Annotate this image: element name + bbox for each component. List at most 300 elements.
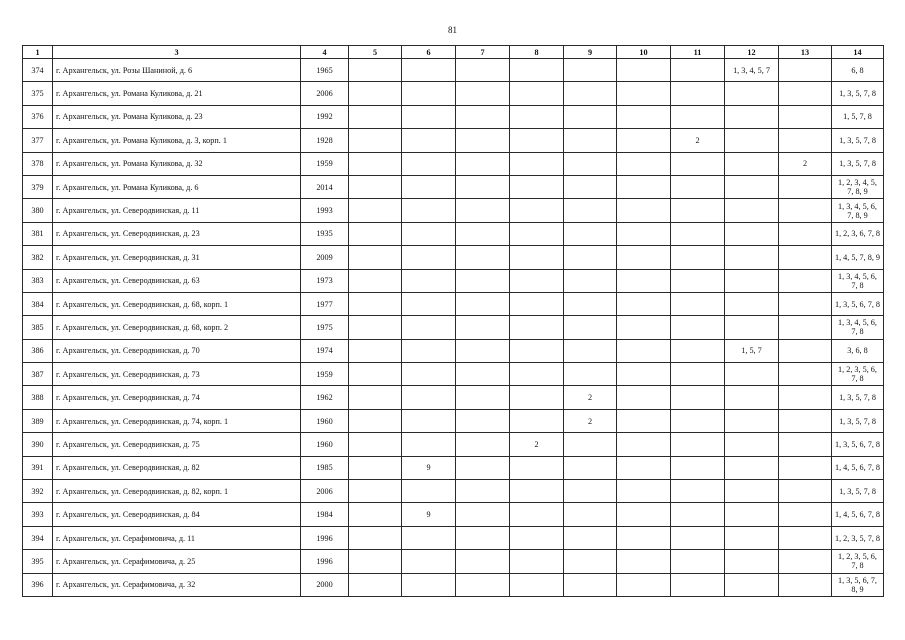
year-cell: 1985 [301,456,349,479]
table-cell [564,82,617,105]
table-cell [617,433,671,456]
row-number-cell: 394 [23,526,53,549]
table-cell [510,199,564,222]
address-cell: г. Архангельск, ул. Северодвинская, д. 74 [53,386,301,409]
year-cell: 1974 [301,339,349,362]
table-cell [402,386,456,409]
table-cell: 1, 4, 5, 6, 7, 8 [832,503,884,526]
table-cell: 9 [402,503,456,526]
row-number-cell: 379 [23,175,53,198]
table-cell [456,433,510,456]
table-cell [725,386,779,409]
address-cell: г. Архангельск, ул. Серафимовича, д. 11 [53,526,301,549]
address-cell: г. Архангельск, ул. Романа Куликова, д. 21 [53,82,301,105]
table-cell [617,456,671,479]
table-cell [564,175,617,198]
table-cell [349,433,402,456]
table-row [23,246,884,269]
table-cell [671,386,725,409]
table-cell [671,269,725,292]
table-cell [349,246,402,269]
table-cell [510,59,564,82]
table-cell [671,503,725,526]
address-cell: г. Архангельск, ул. Северодвинская, д. 82 [53,456,301,479]
table-cell [349,503,402,526]
table-row [23,480,884,503]
column-header: 4 [301,46,349,59]
table-cell [510,269,564,292]
column-header: 14 [832,46,884,59]
table-cell [402,222,456,245]
table-cell: 1, 3, 4, 5, 6, 7, 8 [832,316,884,339]
table-cell [456,105,510,128]
table-cell: 3, 6, 8 [832,339,884,362]
table-cell [617,550,671,573]
address-cell: г. Архангельск, ул. Северодвинская, д. 63 [53,269,301,292]
table-cell: 1, 3, 5, 7, 8 [832,480,884,503]
table-row [23,339,884,362]
table-cell [349,456,402,479]
table-cell [779,199,832,222]
table-cell [671,456,725,479]
table-cell [349,573,402,596]
row-number-cell: 387 [23,363,53,386]
table-cell [510,386,564,409]
table-cell [349,129,402,152]
table-cell [456,292,510,315]
address-cell: г. Архангельск, ул. Северодвинская, д. 82, корп. 1 [53,480,301,503]
table-cell [671,292,725,315]
row-number-cell: 374 [23,59,53,82]
table-row [23,82,884,105]
year-cell: 1965 [301,59,349,82]
table-cell: 1, 3, 5, 7, 8 [832,152,884,175]
table-cell [349,222,402,245]
table-cell [779,526,832,549]
row-number-cell: 382 [23,246,53,269]
table-cell [779,129,832,152]
table-cell [349,386,402,409]
table-cell [779,386,832,409]
table-cell [564,222,617,245]
year-cell: 1996 [301,550,349,573]
table-cell [671,316,725,339]
table-cell [725,222,779,245]
table-cell [402,433,456,456]
table-cell [510,246,564,269]
table-cell [402,82,456,105]
row-number-cell: 388 [23,386,53,409]
address-cell: г. Архангельск, ул. Розы Шаниной, д. 6 [53,59,301,82]
table-cell [671,409,725,432]
table-cell [510,363,564,386]
table-row [23,386,884,409]
table-cell [617,480,671,503]
table-cell [564,480,617,503]
table-row [23,222,884,245]
table-cell [402,129,456,152]
table-cell: 1, 3, 5, 6, 7, 8, 9 [832,573,884,596]
data-table [22,45,884,597]
table-cell: 1, 3, 4, 5, 6, 7, 8 [832,269,884,292]
table-cell [564,526,617,549]
table-cell [510,456,564,479]
table-cell [725,573,779,596]
table-cell: 1, 2, 3, 5, 6, 7, 8 [832,363,884,386]
table-cell [564,269,617,292]
address-cell: г. Архангельск, ул. Серафимовича, д. 32 [53,573,301,596]
table-cell [456,175,510,198]
row-number-cell: 375 [23,82,53,105]
table-cell [510,503,564,526]
table-cell [779,105,832,128]
table-cell [402,105,456,128]
table-cell: 1, 2, 3, 6, 7, 8 [832,222,884,245]
table-cell: 1, 3, 4, 5, 6, 7, 8, 9 [832,199,884,222]
row-number-cell: 380 [23,199,53,222]
table-cell [725,152,779,175]
table-cell [725,246,779,269]
table-cell [349,175,402,198]
table-cell [779,363,832,386]
table-row [23,269,884,292]
table-cell [510,222,564,245]
year-cell: 2006 [301,82,349,105]
table-cell [617,59,671,82]
table-row [23,59,884,82]
row-number-cell: 392 [23,480,53,503]
column-header: 1 [23,46,53,59]
table-cell [564,573,617,596]
table-row [23,363,884,386]
table-cell [617,503,671,526]
table-cell [564,246,617,269]
table-cell [564,363,617,386]
table-row [23,456,884,479]
table-cell [617,269,671,292]
table-cell [456,480,510,503]
address-cell: г. Архангельск, ул. Северодвинская, д. 23 [53,222,301,245]
table-cell [510,129,564,152]
table-cell: 1, 3, 5, 7, 8 [832,409,884,432]
row-number-cell: 381 [23,222,53,245]
address-cell: г. Архангельск, ул. Северодвинская, д. 70 [53,339,301,362]
address-cell: г. Архангельск, ул. Романа Куликова, д. 32 [53,152,301,175]
address-cell: г. Архангельск, ул. Северодвинская, д. 68, корп. 2 [53,316,301,339]
table-cell [671,175,725,198]
table-cell [349,292,402,315]
table-cell [510,152,564,175]
table-cell [671,433,725,456]
table-cell [725,82,779,105]
table-cell [510,316,564,339]
table-cell [564,339,617,362]
table-cell [456,363,510,386]
address-cell: г. Архангельск, ул. Романа Куликова, д. 3, корп. 1 [53,129,301,152]
table-cell [671,105,725,128]
table-cell [617,386,671,409]
year-cell: 1975 [301,316,349,339]
table-cell [725,550,779,573]
table-row [23,292,884,315]
table-row [23,433,884,456]
table-cell [779,339,832,362]
table-cell [402,480,456,503]
table-cell [725,105,779,128]
table-cell [779,480,832,503]
table-cell [725,363,779,386]
table-cell [564,433,617,456]
year-cell: 2009 [301,246,349,269]
column-header: 5 [349,46,402,59]
table-cell [671,199,725,222]
table-row [23,105,884,128]
table-cell: 2 [779,152,832,175]
table-cell: 9 [402,456,456,479]
table-row [23,409,884,432]
table-cell [617,82,671,105]
table-cell [402,152,456,175]
table-cell [779,175,832,198]
table-cell [671,363,725,386]
table-row [23,199,884,222]
table-cell [564,129,617,152]
table-cell: 1, 5, 7, 8 [832,105,884,128]
table-cell [725,175,779,198]
table-cell [779,550,832,573]
table-cell [510,409,564,432]
table-cell [456,526,510,549]
table-cell: 6, 8 [832,59,884,82]
column-header: 11 [671,46,725,59]
page-number: 81 [448,25,457,35]
table-cell [349,316,402,339]
table-cell [617,573,671,596]
table-cell [725,526,779,549]
table-cell [402,269,456,292]
row-number-cell: 396 [23,573,53,596]
table-cell [725,269,779,292]
table-cell [564,456,617,479]
table-cell [617,199,671,222]
year-cell: 1928 [301,129,349,152]
table-cell: 1, 3, 5, 7, 8 [832,386,884,409]
table-cell [456,386,510,409]
table-cell [456,222,510,245]
table-cell [617,292,671,315]
table-row [23,175,884,198]
row-number-cell: 383 [23,269,53,292]
table-cell [456,573,510,596]
table-cell [617,129,671,152]
table-cell [349,105,402,128]
year-cell: 1977 [301,292,349,315]
row-number-cell: 395 [23,550,53,573]
address-cell: г. Архангельск, ул. Северодвинская, д. 31 [53,246,301,269]
table-cell [402,409,456,432]
table-cell [617,105,671,128]
column-header: 10 [617,46,671,59]
table-cell [779,82,832,105]
table-cell [402,526,456,549]
year-cell: 1993 [301,199,349,222]
table-row [23,526,884,549]
table-cell [617,316,671,339]
table-cell: 1, 2, 3, 5, 6, 7, 8 [832,550,884,573]
table-cell [564,105,617,128]
table-cell [617,363,671,386]
table-cell [402,363,456,386]
table-cell [779,59,832,82]
table-cell [456,409,510,432]
table-cell [564,152,617,175]
year-cell: 2006 [301,480,349,503]
table-cell [456,82,510,105]
column-header: 9 [564,46,617,59]
column-header: 8 [510,46,564,59]
table-cell: 1, 3, 5, 6, 7, 8 [832,433,884,456]
table-cell [402,175,456,198]
table-cell [349,59,402,82]
table-cell [349,480,402,503]
table-cell [725,480,779,503]
table-cell [564,199,617,222]
table-cell [564,503,617,526]
column-header: 3 [53,46,301,59]
address-cell: г. Архангельск, ул. Северодвинская, д. 75 [53,433,301,456]
address-cell: г. Архангельск, ул. Серафимовича, д. 25 [53,550,301,573]
table-cell [456,503,510,526]
table-cell [564,59,617,82]
table-cell [564,292,617,315]
address-cell: г. Архангельск, ул. Романа Куликова, д. 23 [53,105,301,128]
address-cell: г. Архангельск, ул. Северодвинская, д. 11 [53,199,301,222]
table-cell [779,222,832,245]
table-cell [349,363,402,386]
address-cell: г. Архангельск, ул. Северодвинская, д. 73 [53,363,301,386]
year-cell: 2000 [301,573,349,596]
address-cell: г. Архангельск, ул. Северодвинская, д. 84 [53,503,301,526]
table-cell [456,59,510,82]
table-cell [456,246,510,269]
table-cell [725,456,779,479]
table-cell [510,105,564,128]
table-cell [510,526,564,549]
table-cell [779,456,832,479]
table-cell [725,129,779,152]
column-header: 13 [779,46,832,59]
table-cell [456,269,510,292]
table-row [23,316,884,339]
table-cell [617,409,671,432]
table-cell [510,82,564,105]
row-number-cell: 393 [23,503,53,526]
table-row [23,550,884,573]
table-cell [402,59,456,82]
table-cell [671,222,725,245]
table-cell [671,59,725,82]
table-cell [402,550,456,573]
year-cell: 1935 [301,222,349,245]
table-cell [349,82,402,105]
table-cell [671,526,725,549]
table-cell [779,433,832,456]
table-cell [510,292,564,315]
table-cell [671,82,725,105]
table-cell: 1, 3, 5, 6, 7, 8 [832,292,884,315]
table-row [23,573,884,596]
year-cell: 1996 [301,526,349,549]
table-cell [456,129,510,152]
table-cell [725,316,779,339]
table-cell [564,550,617,573]
table-cell [617,222,671,245]
table-cell [402,573,456,596]
table-cell [779,292,832,315]
address-cell: г. Архангельск, ул. Северодвинская, д. 68, корп. 1 [53,292,301,315]
row-number-cell: 389 [23,409,53,432]
year-cell: 1973 [301,269,349,292]
table-cell [779,246,832,269]
table-cell [617,526,671,549]
table-cell [402,246,456,269]
table-cell [671,480,725,503]
table-cell [402,316,456,339]
table-cell [510,175,564,198]
table-cell [671,339,725,362]
table-cell: 1, 4, 5, 7, 8, 9 [832,246,884,269]
table-cell: 2 [510,433,564,456]
column-header: 6 [402,46,456,59]
table-cell: 1, 3, 5, 7, 8 [832,129,884,152]
table-cell: 2 [564,409,617,432]
table-cell [349,269,402,292]
table-cell [349,550,402,573]
header-row [23,46,884,59]
table-cell: 1, 2, 3, 4, 5, 7, 8, 9 [832,175,884,198]
row-number-cell: 376 [23,105,53,128]
table-cell [349,152,402,175]
table-cell [456,456,510,479]
table-cell [671,246,725,269]
table-cell [779,573,832,596]
table-cell: 1, 5, 7 [725,339,779,362]
table-cell: 1, 3, 4, 5, 7 [725,59,779,82]
year-cell: 2014 [301,175,349,198]
table-cell [456,339,510,362]
table-cell [671,573,725,596]
year-cell: 1962 [301,386,349,409]
table-cell [510,339,564,362]
row-number-cell: 385 [23,316,53,339]
table-cell [779,316,832,339]
row-number-cell: 391 [23,456,53,479]
column-header: 7 [456,46,510,59]
table-cell [402,339,456,362]
table-cell: 2 [671,129,725,152]
row-number-cell: 386 [23,339,53,362]
table-cell [617,152,671,175]
table-body [23,59,884,597]
table-cell [456,199,510,222]
table-cell [349,409,402,432]
table-cell [671,550,725,573]
table-cell [402,199,456,222]
table-cell [510,573,564,596]
table-cell [510,550,564,573]
table-cell [725,409,779,432]
year-cell: 1960 [301,409,349,432]
